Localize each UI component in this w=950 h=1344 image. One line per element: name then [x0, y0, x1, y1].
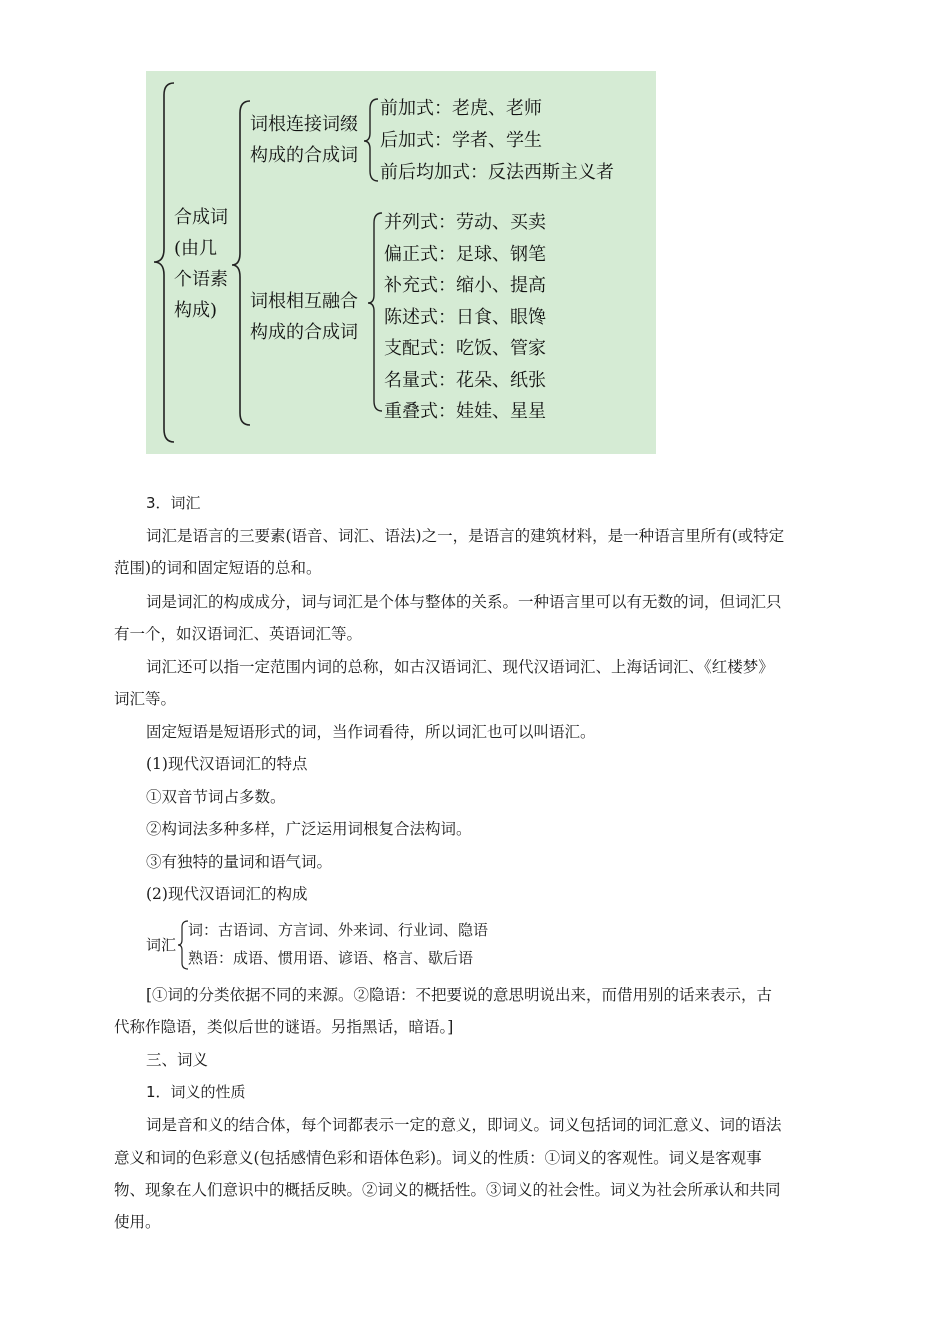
vocab-root-label: 词汇 [146, 936, 177, 954]
subheading: (1)现代汉语词汇的特点 [146, 755, 308, 773]
root-label [174, 202, 244, 326]
vocab-item: 词：古语词、方言词、外来词、行业词、隐语 [188, 921, 489, 939]
paragraph-line: 使用。 [114, 1213, 161, 1231]
point-item: ②构词法多种多样，广泛运用词根复合法构词。 [146, 820, 472, 838]
note-line: [①词的分类依据不同的来源。②隐语：不把要说的意思明说出来，而借用别的话来表示，古 [146, 986, 773, 1004]
compound-word-diagram [146, 71, 656, 454]
root-line: 构成) [174, 300, 218, 321]
section-three-title: 三、词义 [146, 1051, 209, 1069]
root-line: 个语素 [174, 269, 228, 290]
branch2-label-line: 词根相互融合 [250, 291, 358, 312]
vocab-item: 熟语：成语、惯用语、谚语、格言、歇后语 [188, 949, 474, 967]
branch1-label-line: 词根连接词缀 [250, 114, 358, 135]
paragraph-line: 范围)的词和固定短语的总和。 [114, 559, 322, 577]
branch2-label [250, 286, 358, 348]
paragraph-line: 词是音和义的结合体，每个词都表示一定的意义，即词义。词义包括词的词汇意义、词的语法 [146, 1116, 782, 1134]
branch1-label [250, 109, 358, 171]
subheading: (2)现代汉语词汇的构成 [146, 885, 308, 903]
branch2-item: 重叠式：娃娃、星星 [384, 401, 546, 422]
section-three-subtitle: 1．词义的性质 [146, 1083, 246, 1101]
paragraph-line: 物、现象在人们意识中的概括反映。②词义的概括性。③词义的社会性。词义为社会所承认和共同 [114, 1181, 781, 1199]
branch2-item: 陈述式：日食、眼馋 [384, 307, 546, 328]
paragraph-line: 词汇是语言的三要素(语音、词汇、语法)之一，是语言的建筑材料，是一种语言里所有(或特定 [146, 527, 785, 545]
paragraph-line: 词是词汇的构成成分，词与词汇是个体与整体的关系。一种语言里可以有无数的词，但词汇只 [146, 593, 782, 611]
root-line: 合成词 [174, 207, 228, 228]
branch1-item: 前后均加式：反法西斯主义者 [380, 162, 614, 183]
branch2-item: 并列式：劳动、买卖 [384, 212, 546, 233]
paragraph-line: 意义和词的色彩意义(包括感情色彩和语体色彩)。词义的性质：①词义的客观性。词义是客观事 [114, 1149, 762, 1167]
branch1-item: 后加式：学者、学生 [380, 130, 542, 151]
root-brace [154, 83, 174, 442]
branch2-item: 支配式：吃饭、管家 [384, 338, 546, 359]
note-line: 代称作隐语，类似后世的谜语。另指黑话，暗语。] [114, 1018, 454, 1036]
section3-title: 3．词汇 [146, 494, 201, 512]
branch1-label-line: 构成的合成词 [250, 145, 358, 166]
point-item: ③有独特的量词和语气词。 [146, 853, 333, 871]
branch2-item: 补充式：缩小、提高 [384, 275, 546, 296]
root-line: (由几 [174, 238, 218, 259]
paragraph-line: 词汇还可以指一定范围内词的总称，如古汉语词汇、现代汉语词汇、上海话词汇、《红楼梦》 [146, 658, 774, 676]
paragraph-line: 词汇等。 [114, 690, 177, 708]
paragraph-line: 有一个，如汉语词汇、英语词汇等。 [114, 625, 363, 643]
branch2-brace [368, 213, 382, 411]
branch2-label-line: 构成的合成词 [250, 322, 358, 343]
branch1-item: 前加式：老虎、老师 [380, 98, 542, 119]
point-item: ①双音节词占多数。 [146, 788, 286, 806]
branch1-brace [364, 99, 378, 181]
branch2-item: 偏正式：足球、钢笔 [384, 244, 546, 265]
paragraph-line: 固定短语是短语形式的词，当作词看待，所以词汇也可以叫语汇。 [146, 723, 596, 741]
branch2-item: 名量式：花朵、纸张 [384, 370, 546, 391]
